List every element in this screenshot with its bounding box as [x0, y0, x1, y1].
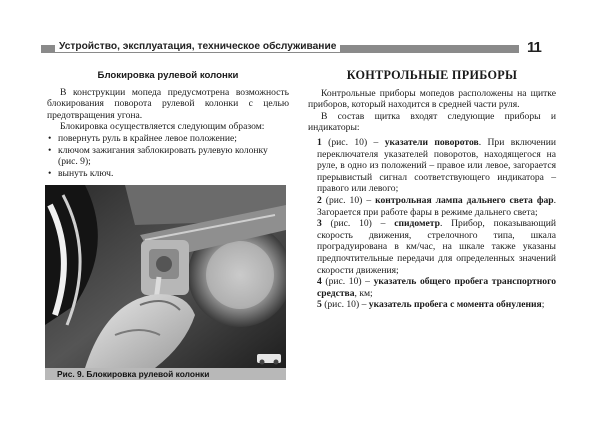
section-title-steering-lock: Блокировка рулевой колонки	[97, 70, 239, 81]
bullet-icon: •	[48, 144, 52, 156]
list-item: 1 (рис. 10) – указатели поворотов. При включении переключателя указателей поворотов, находящегося на руле, в одно из положений – правое или левое, загорается прерывистый сигнал соответствующего индикатора – правого или левого;	[317, 136, 556, 195]
header-title: Устройство, эксплуатация, техническое обслуживание	[55, 41, 340, 52]
bullet-item: • ключом зажигания заблокировать рулевую колонку (рис. 9);	[48, 144, 268, 168]
paragraph: Контрольные приборы мопедов расположены на щитке приборов, который находится в средней части руля.	[308, 87, 556, 111]
bullet-item: • повернуть руль в крайнее левое положение;	[48, 132, 237, 144]
paragraph: Блокировка осуществляется следующим образом:	[60, 121, 265, 133]
bullet-item: • вынуть ключ.	[48, 167, 114, 179]
section-title-instruments: КОНТРОЛЬНЫЕ ПРИБОРЫ	[346, 68, 518, 82]
paragraph: В конструкции мопеда предусмотрена возможность блокирования поворота рулевой колонки с целью предотвращения угона.	[47, 86, 289, 121]
right-column	[308, 70, 556, 311]
steering-lock-photo	[45, 185, 286, 368]
page-number: 11	[527, 39, 541, 56]
list-item: 5 (рис. 10) – указатель пробега с момента обнуления;	[317, 299, 545, 311]
list-item: 3 (рис. 10) – спидометр. Прибор, показывающий скорость движения, стрелочного типа, шкала проградуирована в км/час, на шкале также указаны предпочтительные передачи для определенных значений скорости движения;	[317, 218, 556, 276]
bullet-icon: •	[48, 132, 52, 144]
list-item: 2 (рис. 10) – контрольная лампа дальнего света фар. Загорается при работе фары в режиме дальнего света;	[317, 194, 557, 218]
instrument-list	[308, 137, 556, 311]
bullet-icon: •	[48, 167, 52, 179]
figure-caption: Рис. 9. Блокировка рулевой колонки	[45, 368, 286, 380]
figure-9-photo	[45, 185, 286, 368]
bullet-list	[47, 133, 289, 179]
left-column	[47, 70, 289, 179]
paragraph: В состав щитка входят следующие приборы и индикаторы:	[308, 110, 556, 134]
list-item: 4 (рис. 10) – указатель общего пробега транспортного средства, км;	[317, 276, 557, 299]
running-header	[41, 39, 561, 59]
